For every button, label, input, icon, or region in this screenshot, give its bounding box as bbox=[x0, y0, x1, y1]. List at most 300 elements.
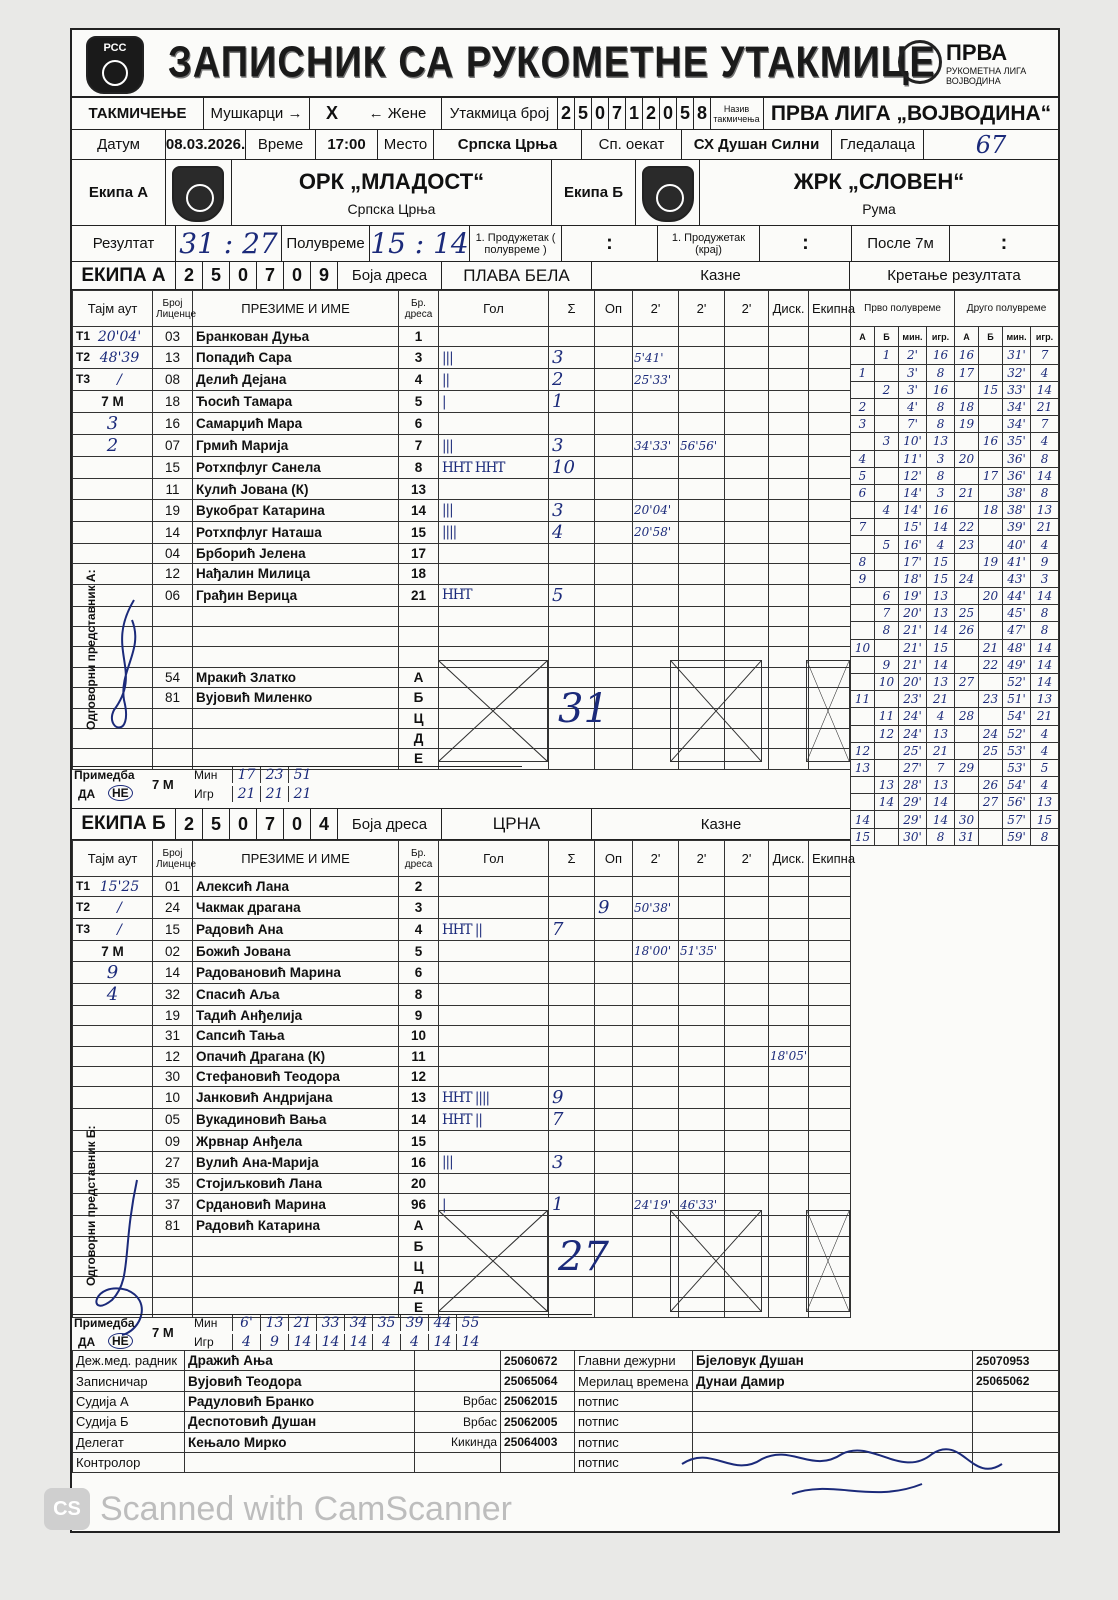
progression-cell bbox=[875, 639, 899, 656]
warning-cell bbox=[595, 667, 633, 687]
progression-cell: 5 bbox=[875, 536, 899, 553]
progression-cell bbox=[875, 553, 899, 570]
jersey-number-cell: 14 bbox=[399, 499, 439, 521]
warning-cell bbox=[595, 499, 633, 521]
team-a-notes bbox=[72, 766, 522, 806]
seven-m-player: 14 bbox=[288, 1334, 316, 1350]
progression-column-header: А bbox=[955, 327, 979, 347]
digit-box: 0 bbox=[592, 98, 609, 129]
penalty-3-cell bbox=[725, 877, 769, 897]
official-role-cell: Деж.мед. радник bbox=[73, 1351, 185, 1371]
penalty-1-cell: 18'00' bbox=[633, 941, 679, 961]
digit-box: 1 bbox=[626, 98, 643, 129]
goal-sum-cell: 3 bbox=[549, 499, 595, 521]
progression-cell bbox=[955, 777, 979, 794]
progression-cell: 14 bbox=[1031, 381, 1059, 398]
table-row bbox=[73, 369, 851, 391]
column-header: 2' bbox=[725, 841, 769, 877]
official-name-cell: Дражић Ања bbox=[185, 1351, 415, 1371]
goal-sum-cell bbox=[549, 327, 595, 347]
penalty-3-cell bbox=[725, 521, 769, 543]
team-penalty-cell bbox=[809, 327, 851, 347]
progression-cell: 43' bbox=[1003, 570, 1031, 587]
column-header: Бр. дреса bbox=[399, 841, 439, 877]
warning-cell bbox=[595, 941, 633, 961]
penalty-3-cell bbox=[725, 391, 769, 413]
jersey-number-cell: 7 bbox=[399, 435, 439, 457]
progression-cell bbox=[875, 484, 899, 501]
table-row bbox=[73, 479, 851, 499]
result-row bbox=[72, 226, 1058, 262]
license-cell: 10 bbox=[153, 1087, 193, 1109]
progression-cell: 22 bbox=[955, 519, 979, 536]
progression-cell: 14 bbox=[851, 811, 875, 828]
progression-cell bbox=[851, 347, 875, 364]
after-7m-label: После 7м bbox=[852, 226, 950, 261]
license-cell: 31 bbox=[153, 1026, 193, 1046]
officials-signatures bbox=[672, 1424, 1012, 1514]
disqualification-cell bbox=[769, 1087, 809, 1109]
digit-box: 7 bbox=[257, 809, 284, 839]
progression-cell: 28' bbox=[899, 777, 927, 794]
jersey-number-cell: 14 bbox=[399, 1109, 439, 1131]
team-a-penalties-void bbox=[670, 660, 762, 762]
goal-sum-cell bbox=[549, 897, 595, 919]
license-cell: 32 bbox=[153, 983, 193, 1005]
penalty-2-cell bbox=[679, 877, 725, 897]
goal-sum-cell: 10 bbox=[549, 457, 595, 479]
progression-subheader-row bbox=[851, 327, 1059, 347]
penalty-1-cell bbox=[633, 1005, 679, 1025]
column-header: 2' bbox=[633, 291, 679, 327]
progression-cell: 24 bbox=[955, 570, 979, 587]
digit-box: 0 bbox=[230, 262, 257, 289]
progression-cell: 19 bbox=[955, 416, 979, 433]
progression-cell: 27 bbox=[979, 794, 1003, 811]
player-label: Игр bbox=[194, 1335, 214, 1349]
column-header: 2' bbox=[725, 291, 769, 327]
warning-cell bbox=[595, 1216, 633, 1236]
player-name-cell: Сапсић Тања bbox=[193, 1026, 399, 1046]
penalty-1-cell bbox=[633, 1066, 679, 1086]
jersey-number-cell: Д bbox=[399, 1277, 439, 1297]
penalty-1-cell bbox=[633, 1109, 679, 1131]
official-row bbox=[73, 1371, 1059, 1391]
progression-cell: 21' bbox=[899, 622, 927, 639]
team-b-section-label: ЕКИПА Б bbox=[72, 809, 176, 839]
progression-cell bbox=[979, 364, 1003, 381]
license-cell: 24 bbox=[153, 897, 193, 919]
warning-cell bbox=[595, 877, 633, 897]
date-value: 08.03.2026. bbox=[166, 130, 246, 159]
progression-cell: 10' bbox=[899, 433, 927, 450]
jersey-number-cell: Ц bbox=[399, 1256, 439, 1276]
disqualification-cell bbox=[769, 1236, 809, 1256]
disqualification-cell bbox=[769, 667, 809, 687]
progression-cell: 8 bbox=[851, 553, 875, 570]
penalty-3-cell bbox=[725, 897, 769, 919]
goal-sum-cell: 5 bbox=[549, 584, 595, 606]
player-name-cell: Чакмак драгана bbox=[193, 897, 399, 919]
penalty-2-cell bbox=[679, 1066, 725, 1086]
disqualification-cell bbox=[769, 584, 809, 606]
team-a-jersey-label: Боја дреса bbox=[338, 262, 442, 289]
timeout-cell bbox=[73, 1066, 153, 1086]
progression-cell: 21 bbox=[1031, 708, 1059, 725]
jersey-number-cell: 1 bbox=[399, 327, 439, 347]
digit-box: 4 bbox=[311, 809, 338, 839]
warning-cell bbox=[595, 1109, 633, 1131]
halftime-score: 15 : 14 bbox=[370, 227, 469, 260]
penalty-2-cell bbox=[679, 521, 725, 543]
progression-cell: 13 bbox=[1031, 502, 1059, 519]
warning-cell bbox=[595, 584, 633, 606]
license-cell: 13 bbox=[153, 347, 193, 369]
seven-m-value: 2 bbox=[106, 435, 119, 457]
team-penalty-cell bbox=[809, 479, 851, 499]
jersey-number-cell: 6 bbox=[399, 961, 439, 983]
team-penalty-cell bbox=[809, 1046, 851, 1066]
progression-cell bbox=[851, 673, 875, 690]
digit-box: 7 bbox=[609, 98, 626, 129]
progression-cell: 9 bbox=[851, 570, 875, 587]
table-row bbox=[73, 457, 851, 479]
disqualification-cell bbox=[769, 647, 809, 667]
timeout-cell bbox=[73, 1087, 153, 1109]
progression-cell: 4 bbox=[1031, 433, 1059, 450]
player-name-cell: Вукадиновић Вања bbox=[193, 1109, 399, 1131]
progression-cell: 6 bbox=[851, 484, 875, 501]
table-row bbox=[73, 543, 851, 563]
progression-cell: 14 bbox=[927, 794, 955, 811]
seven-m-player: 9 bbox=[260, 1334, 288, 1350]
table-row bbox=[73, 1005, 851, 1025]
progression-cell: 3' bbox=[899, 364, 927, 381]
goal-sum-cell bbox=[549, 626, 595, 646]
progression-cell bbox=[851, 622, 875, 639]
goals-tally-cell bbox=[439, 479, 549, 499]
team-a-crest-cell bbox=[166, 160, 232, 225]
license-cell: 19 bbox=[153, 1005, 193, 1025]
warning-cell bbox=[595, 626, 633, 646]
player-name-cell: Радовић Катарина bbox=[193, 1216, 399, 1236]
progression-cell: 29' bbox=[899, 794, 927, 811]
license-cell: 35 bbox=[153, 1173, 193, 1193]
official-name-cell: Деспотовић Душан bbox=[185, 1412, 415, 1432]
penalty-3-cell bbox=[725, 606, 769, 626]
penalty-2-cell bbox=[679, 1131, 725, 1151]
player-name-cell: Самарџић Мара bbox=[193, 413, 399, 435]
license-cell: 06 bbox=[153, 584, 193, 606]
team-penalty-cell bbox=[809, 1173, 851, 1193]
men-option: Мушкарци → bbox=[204, 98, 310, 129]
penalty-3-cell bbox=[725, 479, 769, 499]
seven-m-player: 14 bbox=[428, 1334, 456, 1350]
progression-cell: 31' bbox=[1003, 347, 1031, 364]
progression-cell: 16 bbox=[927, 502, 955, 519]
player-name-cell: Божић Јована bbox=[193, 941, 399, 961]
warning-cell bbox=[595, 919, 633, 941]
note-label: Примедба bbox=[74, 1316, 135, 1330]
warning-cell bbox=[595, 1087, 633, 1109]
progression-cell: 15 bbox=[1031, 811, 1059, 828]
progression-cell: 6 bbox=[875, 588, 899, 605]
team-b-penalties-label: Казне bbox=[700, 815, 742, 833]
timeout-cell bbox=[73, 983, 153, 1005]
progression-cell: 24' bbox=[899, 708, 927, 725]
official-role2-cell: потпис bbox=[575, 1432, 693, 1452]
progression-cell: 11 bbox=[875, 708, 899, 725]
official-role2-cell: Мерилац времена bbox=[575, 1371, 693, 1391]
jersey-number-cell: 17 bbox=[399, 543, 439, 563]
penalty-1-cell bbox=[633, 961, 679, 983]
goal-sum-cell bbox=[549, 961, 595, 983]
disqualification-cell bbox=[769, 1131, 809, 1151]
progression-cell: 54' bbox=[1003, 708, 1031, 725]
progression-cell: 21 bbox=[927, 742, 955, 759]
penalty-2-cell: 46'33' bbox=[679, 1194, 725, 1216]
goal-sum-cell bbox=[549, 749, 595, 769]
team-a-disq-void bbox=[806, 660, 850, 762]
progression-cell: 14 bbox=[927, 811, 955, 828]
progression-cell: 8 bbox=[927, 416, 955, 433]
handball-icon bbox=[898, 40, 942, 84]
progression-cell: 9 bbox=[875, 656, 899, 673]
jersey-number-cell: 3 bbox=[399, 347, 439, 369]
spectators-value: 67 bbox=[975, 130, 1007, 159]
warning-cell bbox=[595, 543, 633, 563]
disqualification-cell bbox=[769, 688, 809, 708]
digit-box: 7 bbox=[257, 262, 284, 289]
progression-cell: 18 bbox=[979, 502, 1003, 519]
table-row bbox=[73, 877, 851, 897]
progression-cell bbox=[979, 828, 1003, 845]
digit-box: 0 bbox=[284, 809, 311, 839]
official-role-cell: Судија Б bbox=[73, 1412, 185, 1432]
progression-cell: 4 bbox=[851, 450, 875, 467]
warning-cell bbox=[595, 647, 633, 667]
player-name-cell: Срдановић Марина bbox=[193, 1194, 399, 1216]
player-name-cell bbox=[193, 606, 399, 626]
penalty-2-cell: 56'56' bbox=[679, 435, 725, 457]
jersey-number-cell: 4 bbox=[399, 369, 439, 391]
player-name-cell bbox=[193, 626, 399, 646]
digit-box: 2 bbox=[176, 809, 203, 839]
disqualification-cell bbox=[769, 606, 809, 626]
seven-m-minute: 33 bbox=[316, 1315, 344, 1331]
progression-row bbox=[851, 742, 1059, 759]
league-logo: ПРВА РУКОМЕТНА ЛИГА ВОЈВОДИНА bbox=[898, 38, 1048, 90]
penalty-2-cell: 51'35' bbox=[679, 941, 725, 961]
table-row bbox=[73, 435, 851, 457]
license-cell: 16 bbox=[153, 413, 193, 435]
progression-column-header: Б bbox=[979, 327, 1003, 347]
official-role-cell: Делегат bbox=[73, 1432, 185, 1452]
penalty-2-cell bbox=[679, 1046, 725, 1066]
jersey-number-cell: 5 bbox=[399, 941, 439, 961]
license-cell bbox=[153, 647, 193, 667]
progression-cell: 13 bbox=[927, 673, 955, 690]
goal-sum-cell bbox=[549, 479, 595, 499]
progression-column-header: игр. bbox=[927, 327, 955, 347]
penalty-3-cell bbox=[725, 1151, 769, 1173]
progression-cell: 13 bbox=[851, 759, 875, 776]
progression-cell: 11 bbox=[851, 691, 875, 708]
penalty-3-cell bbox=[725, 941, 769, 961]
progression-cell: 15' bbox=[899, 519, 927, 536]
goals-tally-cell: HHT || bbox=[439, 919, 549, 941]
competition-name-label: Назив такмичења bbox=[710, 98, 764, 129]
progression-cell: 4 bbox=[927, 708, 955, 725]
official-city-cell: Врбас bbox=[415, 1412, 501, 1432]
player-name-cell bbox=[193, 1256, 399, 1276]
progression-cell: 16' bbox=[899, 536, 927, 553]
progression-cell: 51' bbox=[1003, 691, 1031, 708]
progression-cell: 20 bbox=[955, 450, 979, 467]
team-b-block bbox=[700, 160, 1058, 225]
seven-m-player: 14 bbox=[456, 1334, 484, 1350]
progression-cell: 16 bbox=[927, 381, 955, 398]
official-role-cell: Записничар bbox=[73, 1371, 185, 1391]
seven-m-value: 4 bbox=[106, 983, 119, 1005]
progression-cell: 11' bbox=[899, 450, 927, 467]
disqualification-cell bbox=[769, 1173, 809, 1193]
progression-row bbox=[851, 588, 1059, 605]
progression-cell bbox=[875, 828, 899, 845]
timeout-cell bbox=[73, 457, 153, 479]
license-cell: 54 bbox=[153, 667, 193, 687]
goals-tally-cell bbox=[439, 543, 549, 563]
official-name2-cell bbox=[693, 1391, 973, 1411]
progression-cell: 14 bbox=[1031, 639, 1059, 656]
progression-cell bbox=[851, 588, 875, 605]
progression-cell: 21' bbox=[899, 656, 927, 673]
column-header: Оп bbox=[595, 841, 633, 877]
penalty-1-cell bbox=[633, 457, 679, 479]
penalty-3-cell bbox=[725, 1109, 769, 1131]
penalty-2-cell bbox=[679, 961, 725, 983]
penalty-3-cell bbox=[725, 1087, 769, 1109]
jersey-number-cell bbox=[399, 606, 439, 626]
penalty-1-cell bbox=[633, 606, 679, 626]
progression-cell bbox=[979, 759, 1003, 776]
progression-cell: 7 bbox=[875, 605, 899, 622]
official-city-cell bbox=[415, 1452, 501, 1472]
disqualification-cell bbox=[769, 457, 809, 479]
goals-tally-cell bbox=[439, 983, 549, 1005]
penalty-3-cell bbox=[725, 413, 769, 435]
progression-cell: 10 bbox=[875, 673, 899, 690]
penalty-3-cell bbox=[725, 543, 769, 563]
column-header: Екипна bbox=[809, 841, 851, 877]
progression-cell bbox=[955, 725, 979, 742]
progression-row bbox=[851, 777, 1059, 794]
timeout-cell bbox=[73, 941, 153, 961]
note-label: Примедба bbox=[74, 768, 135, 782]
warning-cell bbox=[595, 413, 633, 435]
team-penalty-cell bbox=[809, 584, 851, 606]
timeout-cell bbox=[73, 435, 153, 457]
timeout-cell bbox=[73, 919, 153, 941]
progression-cell: 4 bbox=[1031, 742, 1059, 759]
disqualification-cell bbox=[769, 1109, 809, 1131]
ot1-half-label: 1. Продужетак ( полувреме ) bbox=[470, 226, 562, 261]
disqualification-cell bbox=[769, 1297, 809, 1317]
progression-cell: 3 bbox=[875, 433, 899, 450]
progression-cell: 12' bbox=[899, 467, 927, 484]
disqualification-cell bbox=[769, 435, 809, 457]
digit-box: 2 bbox=[643, 98, 660, 129]
column-header: Тајм аут bbox=[73, 841, 153, 877]
progression-cell: 17 bbox=[955, 364, 979, 381]
penalty-3-cell bbox=[725, 435, 769, 457]
digit-box: 8 bbox=[694, 98, 711, 129]
seven-m-minute: 21 bbox=[288, 1315, 316, 1331]
progression-row bbox=[851, 759, 1059, 776]
column-header: Σ bbox=[549, 291, 595, 327]
player-name-cell: Кулић Јована (К) bbox=[193, 479, 399, 499]
progression-cell bbox=[979, 605, 1003, 622]
player-name-cell: Јанковић Андријана bbox=[193, 1087, 399, 1109]
warning-cell bbox=[595, 435, 633, 457]
official-name-cell: Радуловић Бранко bbox=[185, 1391, 415, 1411]
license-cell: 14 bbox=[153, 961, 193, 983]
penalty-1-cell bbox=[633, 1151, 679, 1173]
progression-cell: 4 bbox=[875, 502, 899, 519]
progression-cell: 56' bbox=[1003, 794, 1031, 811]
progression-cell: 13 bbox=[927, 433, 955, 450]
team-penalty-cell bbox=[809, 1066, 851, 1086]
jersey-number-cell: 11 bbox=[399, 1046, 439, 1066]
warning-cell bbox=[595, 457, 633, 479]
progression-cell: 21 bbox=[1031, 519, 1059, 536]
official-city-cell: Кикинда bbox=[415, 1432, 501, 1452]
progression-cell: 14 bbox=[1031, 467, 1059, 484]
disqualification-cell bbox=[769, 626, 809, 646]
team-penalty-cell bbox=[809, 521, 851, 543]
digit-box: 5 bbox=[677, 98, 694, 129]
progression-cell: 49' bbox=[1003, 656, 1031, 673]
seven-m-minute: 51 bbox=[288, 767, 316, 783]
progression-cell bbox=[979, 398, 1003, 415]
official-lic2-cell bbox=[973, 1391, 1059, 1411]
official-lic-cell: 25062015 bbox=[501, 1391, 575, 1411]
digit-box: 5 bbox=[203, 262, 230, 289]
ot1-end-label: 1. Продужетак (крај) bbox=[658, 226, 760, 261]
jersey-number-cell: 15 bbox=[399, 1131, 439, 1151]
ot1-end-score: : bbox=[760, 226, 852, 261]
progression-cell: 53' bbox=[1003, 759, 1031, 776]
progression-cell: 13 bbox=[1031, 794, 1059, 811]
jersey-number-cell: 20 bbox=[399, 1173, 439, 1193]
goal-sum-cell: 2 bbox=[549, 369, 595, 391]
progression-cell: 15 bbox=[979, 381, 1003, 398]
player-name-cell: Тадић Анђелија bbox=[193, 1005, 399, 1025]
progression-column-header: мин. bbox=[899, 327, 927, 347]
disqualification-cell bbox=[769, 499, 809, 521]
goals-tally-cell bbox=[439, 1066, 549, 1086]
penalty-3-cell bbox=[725, 919, 769, 941]
license-cell: 18 bbox=[153, 391, 193, 413]
disqualification-cell bbox=[769, 1151, 809, 1173]
progression-row bbox=[851, 364, 1059, 381]
progression-cell: 20 bbox=[979, 588, 1003, 605]
timeout-value: 20'04' bbox=[97, 328, 142, 345]
penalty-1-cell: 5'41' bbox=[633, 347, 679, 369]
disqualification-cell bbox=[769, 1066, 809, 1086]
timeout-label: Т1 bbox=[76, 878, 91, 893]
progression-cell bbox=[955, 467, 979, 484]
